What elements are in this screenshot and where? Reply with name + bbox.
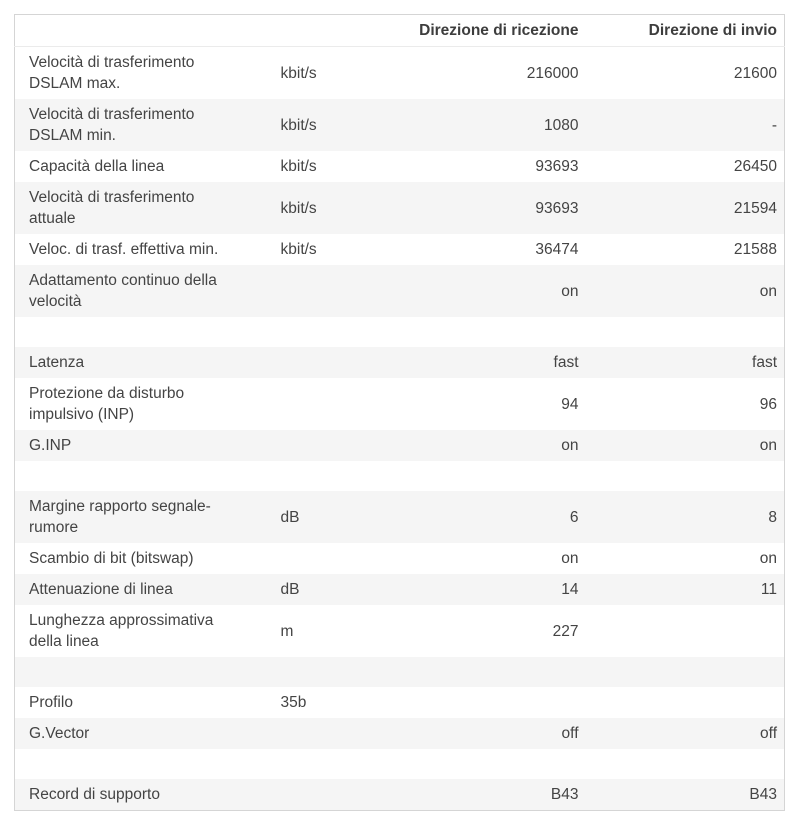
row-send-value: on [759, 437, 777, 454]
row-reception-value: on [561, 550, 579, 567]
row-label: Velocità di trasferimento attuale [29, 189, 195, 227]
row-send-value: 96 [759, 395, 777, 413]
row-label: Record di supporto [29, 786, 160, 803]
row-send-value: fast [752, 354, 777, 371]
table-row [15, 543, 785, 574]
row-reception-value: 216000 [526, 64, 579, 82]
row-send-value [579, 605, 785, 657]
row-label: Scambio di bit (bitswap) [29, 550, 194, 567]
row-reception-value: B43 [550, 786, 579, 803]
row-reception-value: on [561, 437, 579, 454]
row-reception-value: 6 [569, 508, 579, 526]
header-send-direction: Direzione di invio [648, 22, 777, 39]
row-send-value: 26450 [733, 158, 777, 175]
spacer-row [15, 317, 785, 347]
spacer-row [15, 461, 785, 491]
header-row [15, 15, 785, 47]
header-reception-direction: Direzione di ricezione [419, 22, 579, 39]
row-unit: 35b [280, 694, 307, 711]
header-label-column [15, 15, 281, 47]
row-label: Protezione da disturbo impulsivo (INP) [29, 385, 185, 423]
table-row [15, 99, 785, 151]
table-row [15, 347, 785, 378]
row-send-value: on [759, 282, 777, 300]
row-unit [281, 779, 391, 811]
row-send-value: 21600 [733, 64, 777, 82]
row-unit [281, 543, 391, 574]
row-unit: kbit/s [280, 241, 317, 258]
row-reception-value: off [561, 725, 579, 742]
row-send-value: 8 [768, 508, 777, 526]
row-send-value: 11 [760, 581, 777, 598]
row-reception-value: 36474 [535, 241, 579, 258]
row-unit [281, 265, 391, 317]
row-send-value [579, 687, 785, 718]
table-header [15, 15, 785, 47]
table-row [15, 718, 785, 749]
row-send-value: 21588 [733, 241, 777, 258]
row-label: Veloc. di trasf. effettiva min. [29, 241, 219, 258]
spacer-row [15, 749, 785, 779]
table-row [15, 605, 785, 657]
table-row [15, 687, 785, 718]
row-reception-value [391, 687, 579, 718]
row-reception-value: on [561, 282, 579, 300]
row-unit [281, 430, 391, 461]
table-row [15, 182, 785, 234]
row-reception-value: 93693 [535, 158, 579, 175]
row-unit [281, 378, 391, 430]
table-row [15, 491, 785, 543]
row-label: Lunghezza approssimativa della linea [29, 612, 214, 650]
row-label: Velocità di trasferimento DSLAM max. [29, 54, 195, 92]
table-body [15, 47, 785, 811]
row-label: Attenuazione di linea [29, 581, 173, 598]
row-reception-value: 94 [561, 395, 579, 413]
row-label: Capacità della linea [29, 158, 165, 175]
dsl-info-panel [14, 14, 785, 811]
row-reception-value: fast [553, 354, 579, 371]
table-row [15, 265, 785, 317]
row-label: Adattamento continuo della velocità [29, 272, 217, 310]
spacer-row [15, 657, 785, 687]
row-reception-value: 227 [552, 622, 579, 640]
row-unit: kbit/s [280, 116, 317, 134]
row-reception-value: 1080 [544, 116, 579, 134]
table-row [15, 378, 785, 430]
row-unit: kbit/s [280, 199, 317, 217]
spacer-cell [15, 461, 785, 491]
row-label: Latenza [29, 354, 85, 371]
row-send-value: on [759, 550, 777, 567]
spacer-cell [15, 749, 785, 779]
row-unit: kbit/s [280, 64, 317, 82]
row-label: Profilo [29, 694, 73, 711]
spacer-cell [15, 317, 785, 347]
header-unit-column [281, 15, 391, 47]
row-reception-value: 14 [561, 581, 579, 598]
row-send-value: - [771, 116, 777, 134]
table-row [15, 574, 785, 605]
table-row [15, 234, 785, 265]
row-send-value: off [760, 725, 777, 742]
table-row [15, 430, 785, 461]
row-unit: dB [280, 581, 300, 598]
row-unit: m [280, 622, 294, 640]
row-label: Margine rapporto segnale-rumore [29, 498, 211, 536]
row-unit: kbit/s [280, 158, 317, 175]
row-unit [281, 718, 391, 749]
row-label: G.Vector [29, 725, 90, 742]
row-send-value: 21594 [733, 199, 777, 217]
row-label: Velocità di trasferimento DSLAM min. [29, 106, 195, 144]
dsl-info-table [14, 14, 785, 811]
table-row [15, 151, 785, 182]
table-row [15, 779, 785, 811]
row-unit: dB [280, 508, 300, 526]
row-unit [281, 347, 391, 378]
table-row [15, 47, 785, 100]
row-send-value: B43 [749, 786, 777, 803]
row-reception-value: 93693 [535, 199, 579, 217]
row-label: G.INP [29, 437, 72, 454]
spacer-cell [15, 657, 785, 687]
